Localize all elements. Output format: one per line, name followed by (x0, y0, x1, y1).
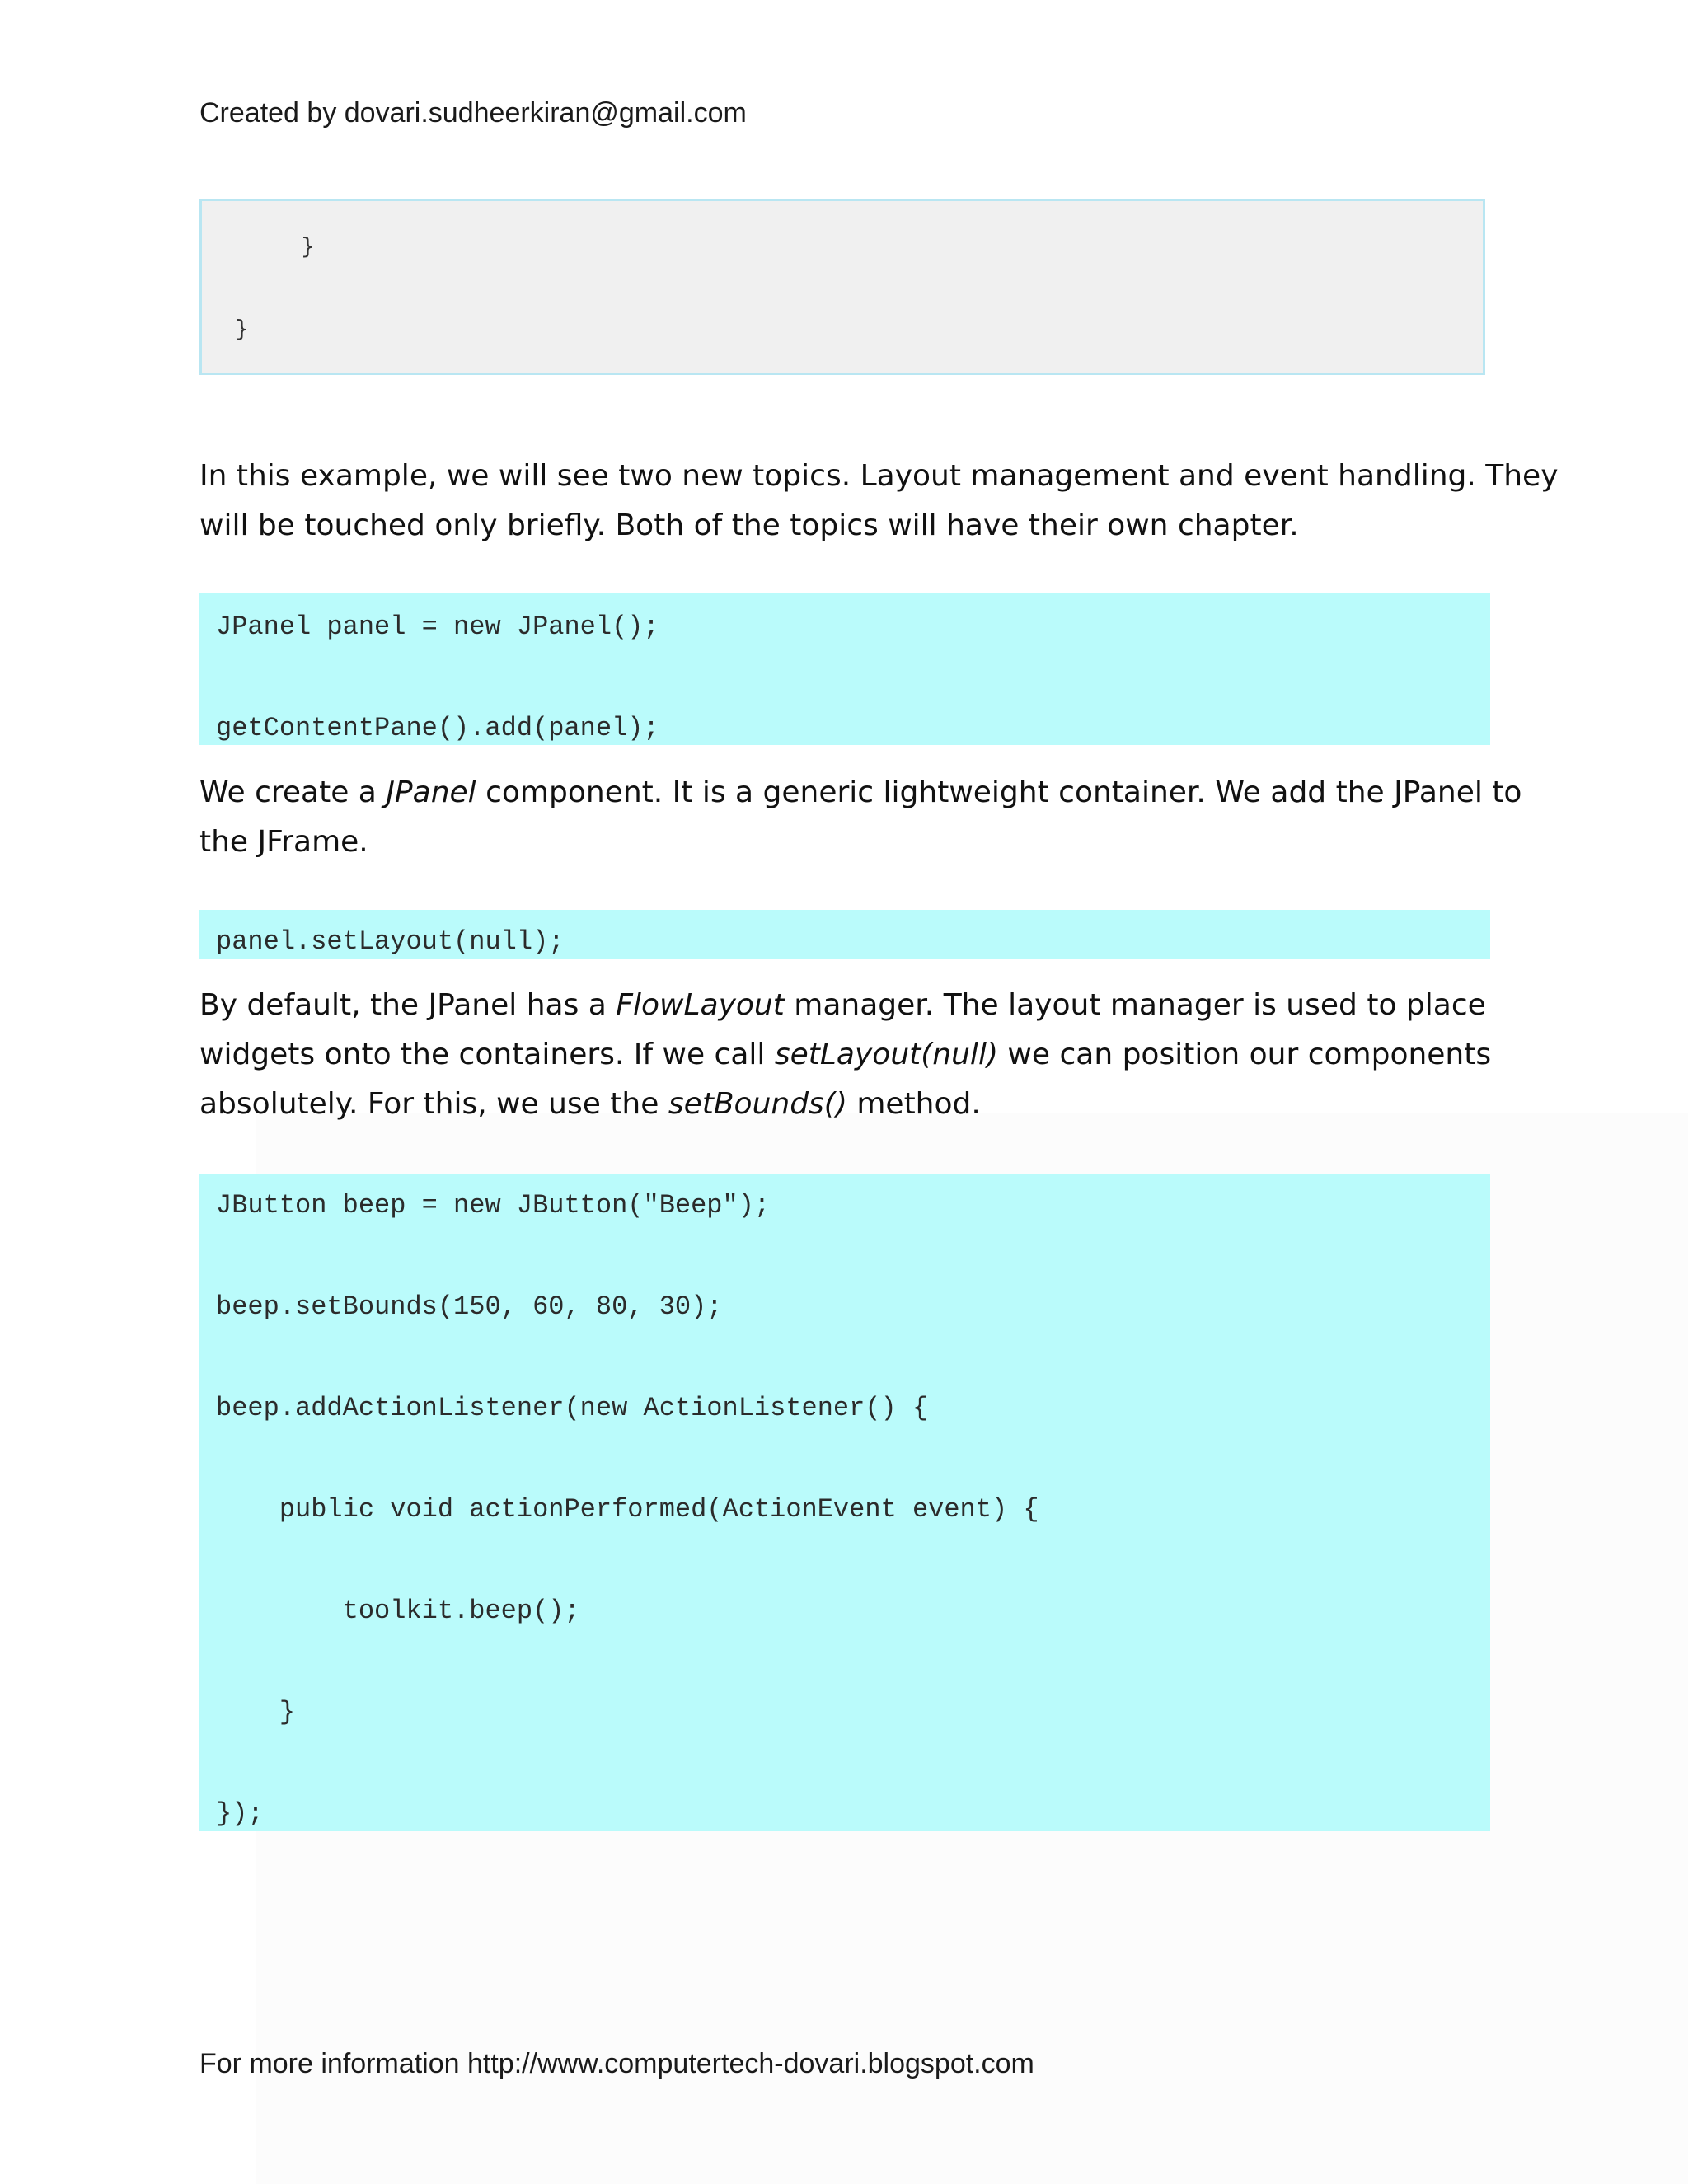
text-run: widgets onto the containers. If we call (199, 1038, 775, 1071)
paragraph-line (199, 768, 1522, 818)
emphasis-text: setLayout(null) (774, 1038, 998, 1071)
code-line: }); (216, 1798, 264, 1829)
page-footer: For more information http://www.computertech-dovari.blogspot.com (199, 2048, 1034, 2079)
emphasis-text: FlowLayout (616, 988, 785, 1022)
code-line: } (216, 1697, 296, 1727)
text-run: component. It is a generic lightweight container. We add the JPanel to (476, 776, 1522, 809)
code-line: toolkit.beep(); (216, 1596, 580, 1626)
emphasis-text: JPanel (386, 776, 476, 809)
code-line: JPanel panel = new JPanel(); (216, 612, 659, 642)
text-run: we can position our components (997, 1038, 1492, 1071)
text-run: By default, the JPanel has a (199, 988, 617, 1022)
paragraph-layout (199, 981, 1493, 1129)
code-line: public void actionPerformed(ActionEvent event) { (216, 1494, 1039, 1525)
text-run: We create a (199, 776, 387, 809)
emphasis-text: setBounds() (668, 1087, 847, 1121)
code-block-setlayout (199, 910, 1490, 959)
paragraph-line: In this example, we will see two new topics. Layout management and event handling. They (199, 459, 1559, 493)
text-run: manager. The layout manager is used to place (784, 988, 1486, 1022)
code-line: panel.setLayout(null); (216, 926, 565, 957)
paragraph-line (199, 1080, 1493, 1129)
code-line: beep.addActionListener(new ActionListener() { (216, 1393, 929, 1423)
code-line: JButton beep = new JButton("Beep"); (216, 1190, 771, 1221)
paragraph-line: the JFrame. (199, 825, 368, 859)
paragraph-line: will be touched only briefly. Both of the topics will have their own chapter. (199, 509, 1299, 542)
paragraph-line (199, 981, 1493, 1030)
text-run: absolutely. For this, we use the (199, 1087, 668, 1121)
paragraph-intro (199, 452, 1559, 551)
code-line: } (235, 315, 249, 342)
code-line: } (301, 232, 315, 260)
code-block-jpanel (199, 593, 1490, 745)
code-line: beep.setBounds(150, 60, 80, 30); (216, 1291, 723, 1322)
code-block-closing-braces (199, 199, 1485, 375)
code-line: getContentPane().add(panel); (216, 713, 659, 743)
text-run: method. (846, 1087, 981, 1121)
paragraph-jpanel (199, 768, 1522, 867)
code-block-jbutton (199, 1174, 1490, 1831)
paragraph-line (199, 1030, 1493, 1080)
page-header: Created by dovari.sudheerkiran@gmail.com (199, 97, 747, 129)
